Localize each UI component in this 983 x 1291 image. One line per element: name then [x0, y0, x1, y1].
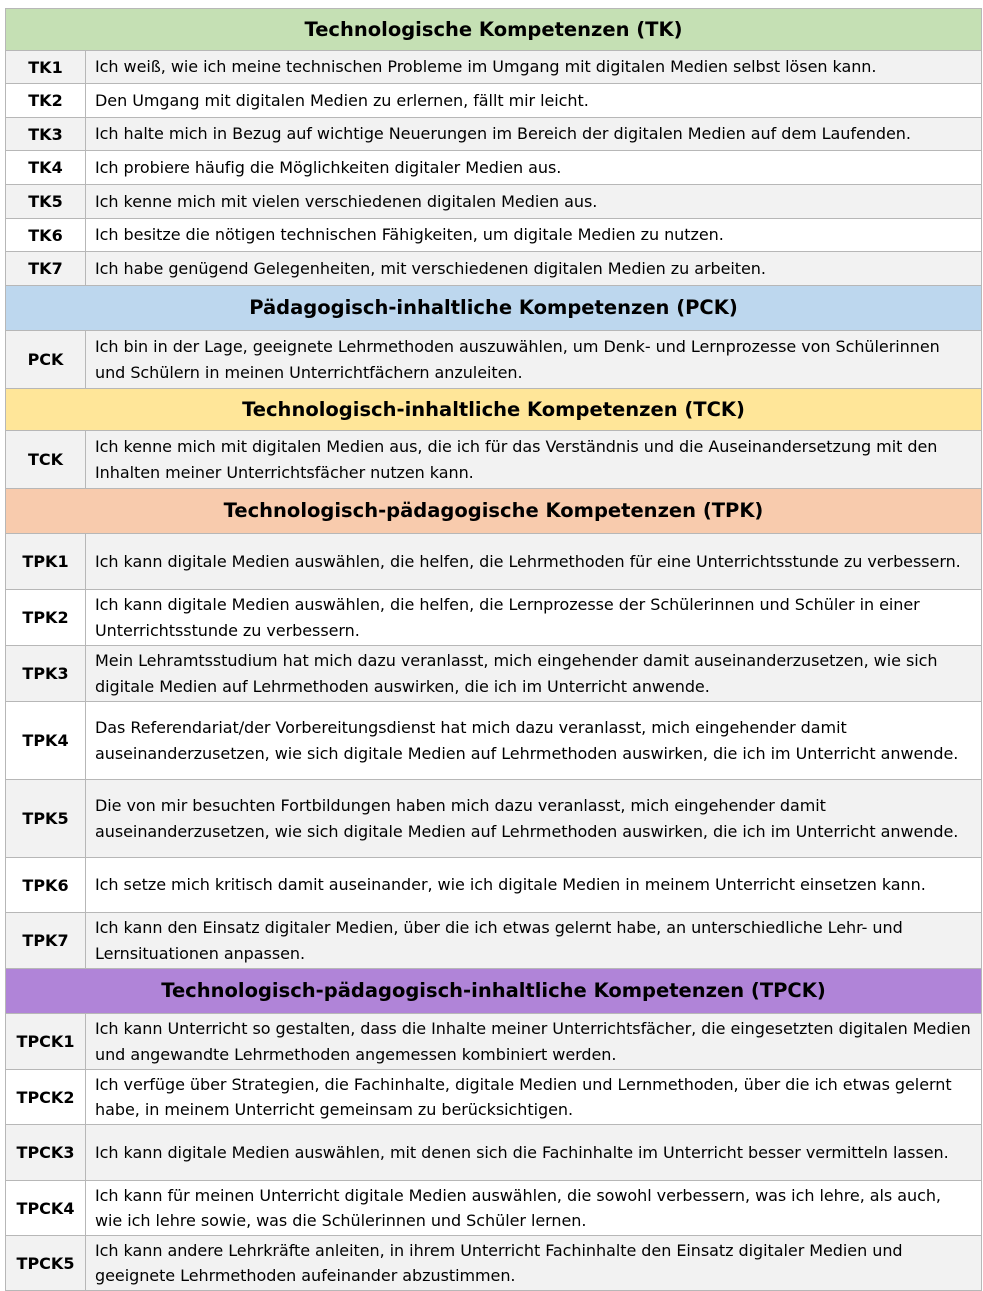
item-code: TPK7 — [6, 913, 86, 969]
item-code: TK6 — [6, 219, 86, 252]
item-code: TCK — [6, 431, 86, 489]
item-row — [6, 913, 982, 969]
item-code: TK3 — [6, 118, 86, 151]
item-text: Ich kann Unterricht so gestalten, dass die Inhalte meiner Unterrichtsfächer, die eingesetzten digitalen Medien und angewandte Lehrmethoden angemessen kombiniert werden. — [86, 1014, 982, 1070]
item-text: Ich kann digitale Medien auswählen, mit denen sich die Fachinhalte im Unterricht besser vermitteln lassen. — [86, 1125, 982, 1181]
item-code: TK5 — [6, 185, 86, 219]
item-code: TPCK3 — [6, 1125, 86, 1181]
item-text: Ich kenne mich mit digitalen Medien aus, die ich für das Verständnis und die Auseinandersetzung mit den Inhalten meiner Unterrichtsfächer nutzen kann. — [86, 431, 982, 489]
item-text: Ich setze mich kritisch damit auseinander, wie ich digitale Medien in meinem Unterricht einsetzen kann. — [86, 858, 982, 913]
item-text: Das Referendariat/der Vorbereitungsdienst hat mich dazu veranlasst, mich eingehender damit auseinanderzusetzen, wie sich digitale Medien auf Lehrmethoden auswirken, die ich im Unterricht anwende. — [86, 702, 982, 780]
section-header-row — [6, 286, 982, 331]
item-code: TPK3 — [6, 646, 86, 702]
item-text: Ich kann den Einsatz digitaler Medien, über die ich etwas gelernt habe, an unterschiedliche Lehr- und Lernsituationen anpassen. — [86, 913, 982, 969]
section-title: Technologisch-inhaltliche Kompetenzen (TCK) — [6, 389, 982, 431]
item-code: TPK2 — [6, 590, 86, 646]
item-text: Den Umgang mit digitalen Medien zu erlernen, fällt mir leicht. — [86, 84, 982, 118]
section-title: Technologische Kompetenzen (TK) — [6, 9, 982, 51]
item-code: TPK6 — [6, 858, 86, 913]
item-row — [6, 1236, 982, 1291]
item-text: Ich weiß, wie ich meine technischen Probleme im Umgang mit digitalen Medien selbst lösen kann. — [86, 51, 982, 84]
item-text: Ich kenne mich mit vielen verschiedenen digitalen Medien aus. — [86, 185, 982, 219]
item-row — [6, 185, 982, 219]
item-code: TK4 — [6, 151, 86, 185]
item-code: TPCK4 — [6, 1181, 86, 1236]
item-code: TPK1 — [6, 534, 86, 590]
item-row — [6, 331, 982, 389]
item-row — [6, 151, 982, 185]
item-text: Ich kann für meinen Unterricht digitale Medien auswählen, die sowohl verbessern, was ich lehre, als auch, wie ich lehre sowie, was die Schülerinnen und Schüler lernen. — [86, 1181, 982, 1236]
item-row — [6, 252, 982, 286]
competency-table — [5, 8, 982, 1291]
item-code: TK1 — [6, 51, 86, 84]
item-row — [6, 219, 982, 252]
item-row — [6, 118, 982, 151]
item-code: TPCK1 — [6, 1014, 86, 1070]
item-row — [6, 1014, 982, 1070]
competency-table-body — [6, 9, 982, 1291]
item-row — [6, 1181, 982, 1236]
item-text: Ich halte mich in Bezug auf wichtige Neuerungen im Bereich der digitalen Medien auf dem Laufenden. — [86, 118, 982, 151]
section-header-row — [6, 969, 982, 1014]
item-row — [6, 431, 982, 489]
item-code: TPK5 — [6, 780, 86, 858]
item-row — [6, 858, 982, 913]
item-row — [6, 1125, 982, 1181]
item-text: Ich kann digitale Medien auswählen, die helfen, die Lernprozesse der Schülerinnen und Schüler in einer Unterrichtsstunde zu verbessern. — [86, 590, 982, 646]
section-title: Technologisch-pädagogische Kompetenzen (TPK) — [6, 489, 982, 534]
item-code: TPK4 — [6, 702, 86, 780]
item-row — [6, 1070, 982, 1125]
section-header-row — [6, 9, 982, 51]
item-code: TK2 — [6, 84, 86, 118]
item-row — [6, 534, 982, 590]
item-text: Ich probiere häufig die Möglichkeiten digitaler Medien aus. — [86, 151, 982, 185]
item-text: Ich kann digitale Medien auswählen, die helfen, die Lehrmethoden für eine Unterrichtsstunde zu verbessern. — [86, 534, 982, 590]
item-row — [6, 51, 982, 84]
item-row — [6, 84, 982, 118]
item-text: Die von mir besuchten Fortbildungen haben mich dazu veranlasst, mich eingehender damit auseinanderzusetzen, wie sich digitale Medien auf Lehrmethoden auswirken, die ich im Unterricht anwende. — [86, 780, 982, 858]
item-row — [6, 780, 982, 858]
section-header-row — [6, 389, 982, 431]
section-title: Pädagogisch-inhaltliche Kompetenzen (PCK) — [6, 286, 982, 331]
item-row — [6, 646, 982, 702]
item-code: TK7 — [6, 252, 86, 286]
item-text: Ich bin in der Lage, geeignete Lehrmethoden auszuwählen, um Denk- und Lernprozesse von Schülerinnen und Schülern in meinen Unterrichtfächern anzuleiten. — [86, 331, 982, 389]
item-text: Ich besitze die nötigen technischen Fähigkeiten, um digitale Medien zu nutzen. — [86, 219, 982, 252]
item-code: PCK — [6, 331, 86, 389]
item-text: Mein Lehramtsstudium hat mich dazu veranlasst, mich eingehender damit auseinanderzusetzen, wie sich digitale Medien auf Lehrmethoden auswirken, die ich im Unterricht anwende. — [86, 646, 982, 702]
item-row — [6, 590, 982, 646]
section-header-row — [6, 489, 982, 534]
item-text: Ich habe genügend Gelegenheiten, mit verschiedenen digitalen Medien zu arbeiten. — [86, 252, 982, 286]
item-code: TPCK5 — [6, 1236, 86, 1291]
item-text: Ich kann andere Lehrkräfte anleiten, in ihrem Unterricht Fachinhalte den Einsatz digitaler Medien und geeignete Lehrmethoden aufeinander abzustimmen. — [86, 1236, 982, 1291]
item-row — [6, 702, 982, 780]
item-code: TPCK2 — [6, 1070, 86, 1125]
item-text: Ich verfüge über Strategien, die Fachinhalte, digitale Medien und Lernmethoden, über die ich etwas gelernt habe, in meinem Unterricht gemeinsam zu berücksichtigen. — [86, 1070, 982, 1125]
section-title: Technologisch-pädagogisch-inhaltliche Kompetenzen (TPCK) — [6, 969, 982, 1014]
